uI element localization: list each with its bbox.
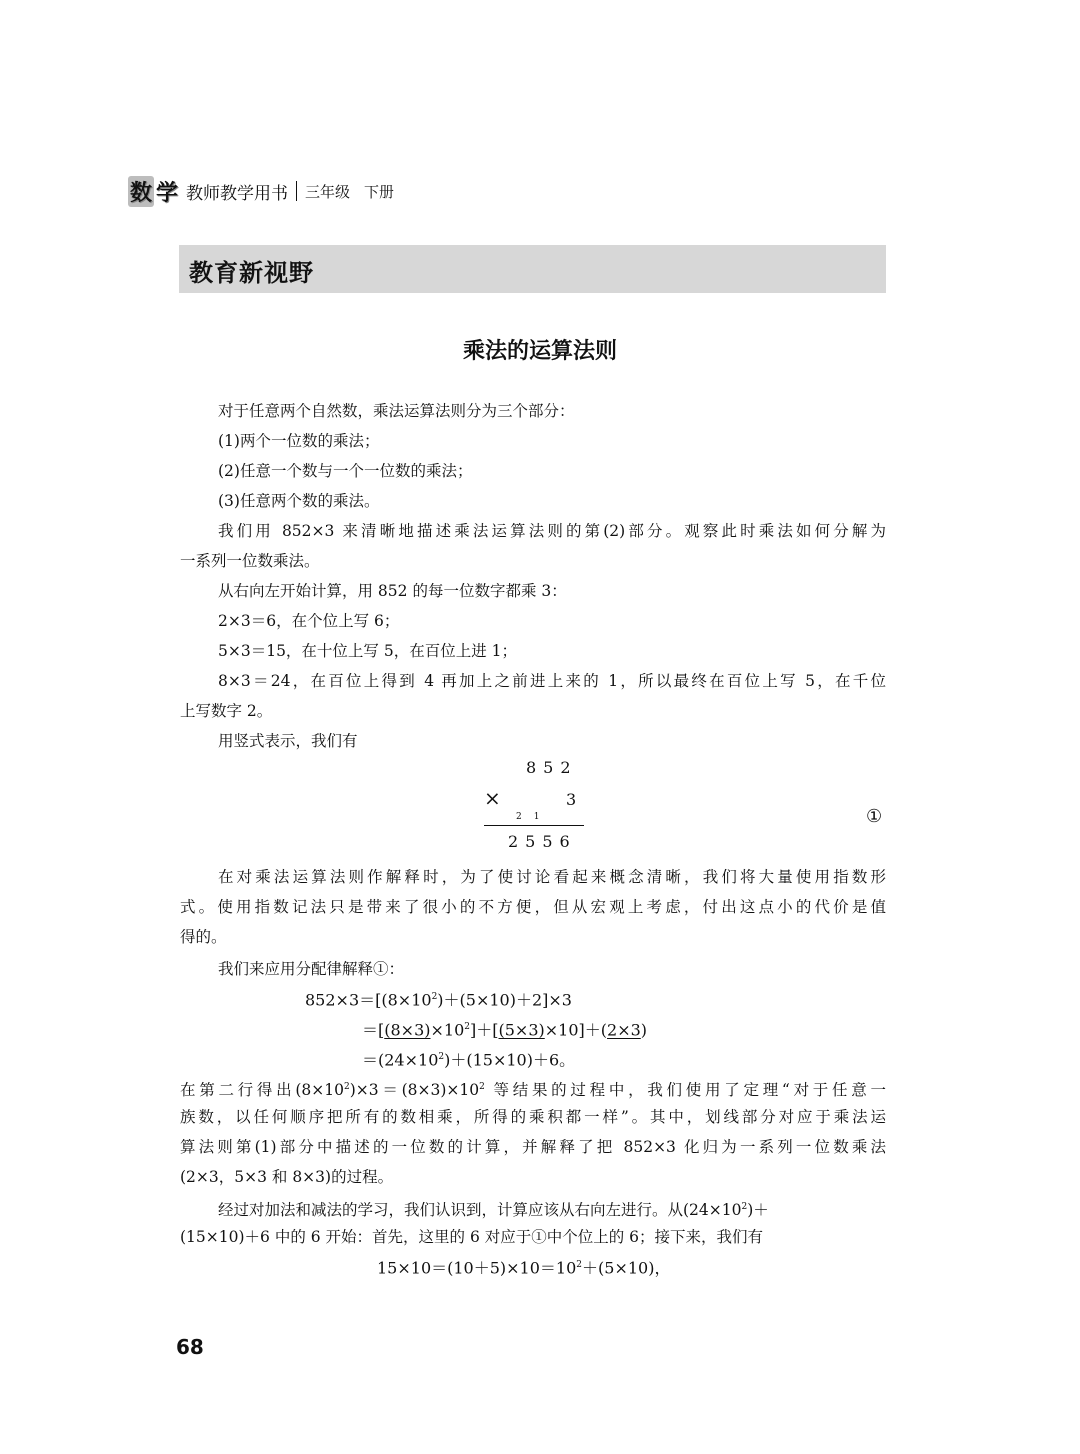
underlined-term: (5×3) <box>498 1020 545 1040</box>
text-part: )×3＝(8×3)×10 <box>349 1081 480 1100</box>
equation-line-2 <box>362 1012 647 1045</box>
eq-part: ×10]＋( <box>544 1020 608 1040</box>
equation-label: ① <box>866 806 883 827</box>
product: 2556 <box>508 832 577 851</box>
article-title: 乘法的运算法则 <box>462 339 617 364</box>
exponent: 2 <box>344 1082 350 1092</box>
equation-line-4 <box>377 1250 670 1283</box>
eq-part: ) <box>640 1020 648 1040</box>
eq-part: 852×3＝[(8×10 <box>305 990 432 1010</box>
exponent: 2 <box>479 1082 485 1092</box>
equation-line-3 <box>362 1042 575 1075</box>
exponent: 2 <box>431 992 438 1002</box>
text-line: 算法则第(1)部分中描述的一位数的计算，并解释了把 852×3 化归为一系列一位数乘法 <box>180 1138 886 1156</box>
exponent: 2 <box>741 1202 748 1212</box>
underlined-term: 2×3 <box>607 1020 641 1040</box>
text-line: 8×3＝24，在百位上得到 4 再加上之前进上来的 1，所以最终在百位上写 5，在千位 <box>218 672 886 690</box>
text-part: )＋ <box>747 1201 769 1220</box>
text-line: 式。使用指数记法只是带来了很小的不方便，但从宏观上考虑，付出这点小的代价是值 <box>180 898 886 916</box>
header-divider <box>296 181 297 201</box>
result-rule <box>484 825 584 826</box>
eq-part: ]＋[ <box>470 1020 499 1040</box>
text-line: (1)两个一位数的乘法； <box>218 432 380 450</box>
exponent: 2 <box>464 1022 470 1032</box>
multiplicand: 852 <box>526 758 578 777</box>
text-line: 我们来应用分配律解释①： <box>218 960 405 978</box>
page-number: 68 <box>176 1335 204 1359</box>
text-line: 我们用 852×3 来清晰地描述乘法运算法则的第(2)部分。观察此时乘法如何分解为 <box>218 522 886 540</box>
volume-label: 下册 <box>364 182 395 201</box>
text-line <box>180 1072 886 1105</box>
multiply-sign: × <box>484 786 501 810</box>
text-part: 在第二行得出(8×10 <box>180 1081 344 1100</box>
text-line: 2×3＝6，在个位上写 6； <box>218 612 400 630</box>
eq-part: ＝(24×10 <box>362 1050 439 1070</box>
text-part: 等结果的过程中，我们使用了定理“对于任意一 <box>484 1081 886 1100</box>
text-line: (2)任意一个数与一个一位数的乘法； <box>218 462 473 480</box>
text-line: 得的。 <box>180 928 227 946</box>
text-line <box>218 1192 886 1225</box>
subject-logo-char-2: 学 <box>156 180 179 206</box>
text-line: 上写数字 2。 <box>180 702 273 720</box>
eq-part: )＋(5×10)＋2]×3 <box>437 990 572 1010</box>
exponent: 2 <box>438 1052 445 1062</box>
text-line: 从右向左开始计算，用 852 的每一位数字都乘 3： <box>218 582 567 600</box>
text-line: 在对乘法运算法则作解释时，为了使讨论看起来概念清晰，我们将大量使用指数形 <box>218 868 886 886</box>
eq-part: ＝[ <box>362 1020 385 1040</box>
text-line: (15×10)＋6 中的 6 开始：首先，这里的 6 对应于①中个位上的 6；接下来，我们有 <box>180 1228 764 1246</box>
text-part: 经过对加法和减法的学习，我们认识到，计算应该从右向左进行。从(24×10 <box>218 1201 742 1220</box>
grade-label: 三年级 <box>305 182 351 201</box>
section-banner <box>179 245 886 293</box>
book-title: 教师教学用书 <box>186 183 289 204</box>
subject-logo-char-1: 数 <box>128 176 154 207</box>
eq-part: 15×10＝(10＋5)×10＝10 <box>377 1258 577 1278</box>
exponent: 2 <box>576 1260 583 1270</box>
section-title: 教育新视野 <box>189 259 314 287</box>
text-line: (3)任意两个数的乘法。 <box>218 492 380 510</box>
equation-line-1 <box>305 982 572 1015</box>
multiplier: 3 <box>566 790 584 809</box>
eq-part: )＋(15×10)＋6。 <box>444 1050 576 1070</box>
carry-digits: 21 <box>516 812 552 822</box>
eq-part: ＋(5×10)， <box>582 1258 671 1278</box>
text-line: 族数，以任何顺序把所有的数相乘，所得的乘积都一样”。其中，划线部分对应于乘法运 <box>180 1108 886 1126</box>
running-header <box>128 176 394 206</box>
text-line: 一系列一位数乘法。 <box>180 552 320 570</box>
vertical-multiplication <box>480 758 590 858</box>
text-line: 对于任意两个自然数，乘法运算法则分为三个部分： <box>218 402 575 420</box>
underlined-term: (8×3) <box>384 1020 431 1040</box>
eq-part: ×10 <box>430 1020 465 1040</box>
text-line: 用竖式表示，我们有 <box>218 732 358 750</box>
text-line: 5×3＝15，在十位上写 5，在百位上进 1； <box>218 642 518 660</box>
text-line: (2×3，5×3 和 8×3)的过程。 <box>180 1168 394 1186</box>
